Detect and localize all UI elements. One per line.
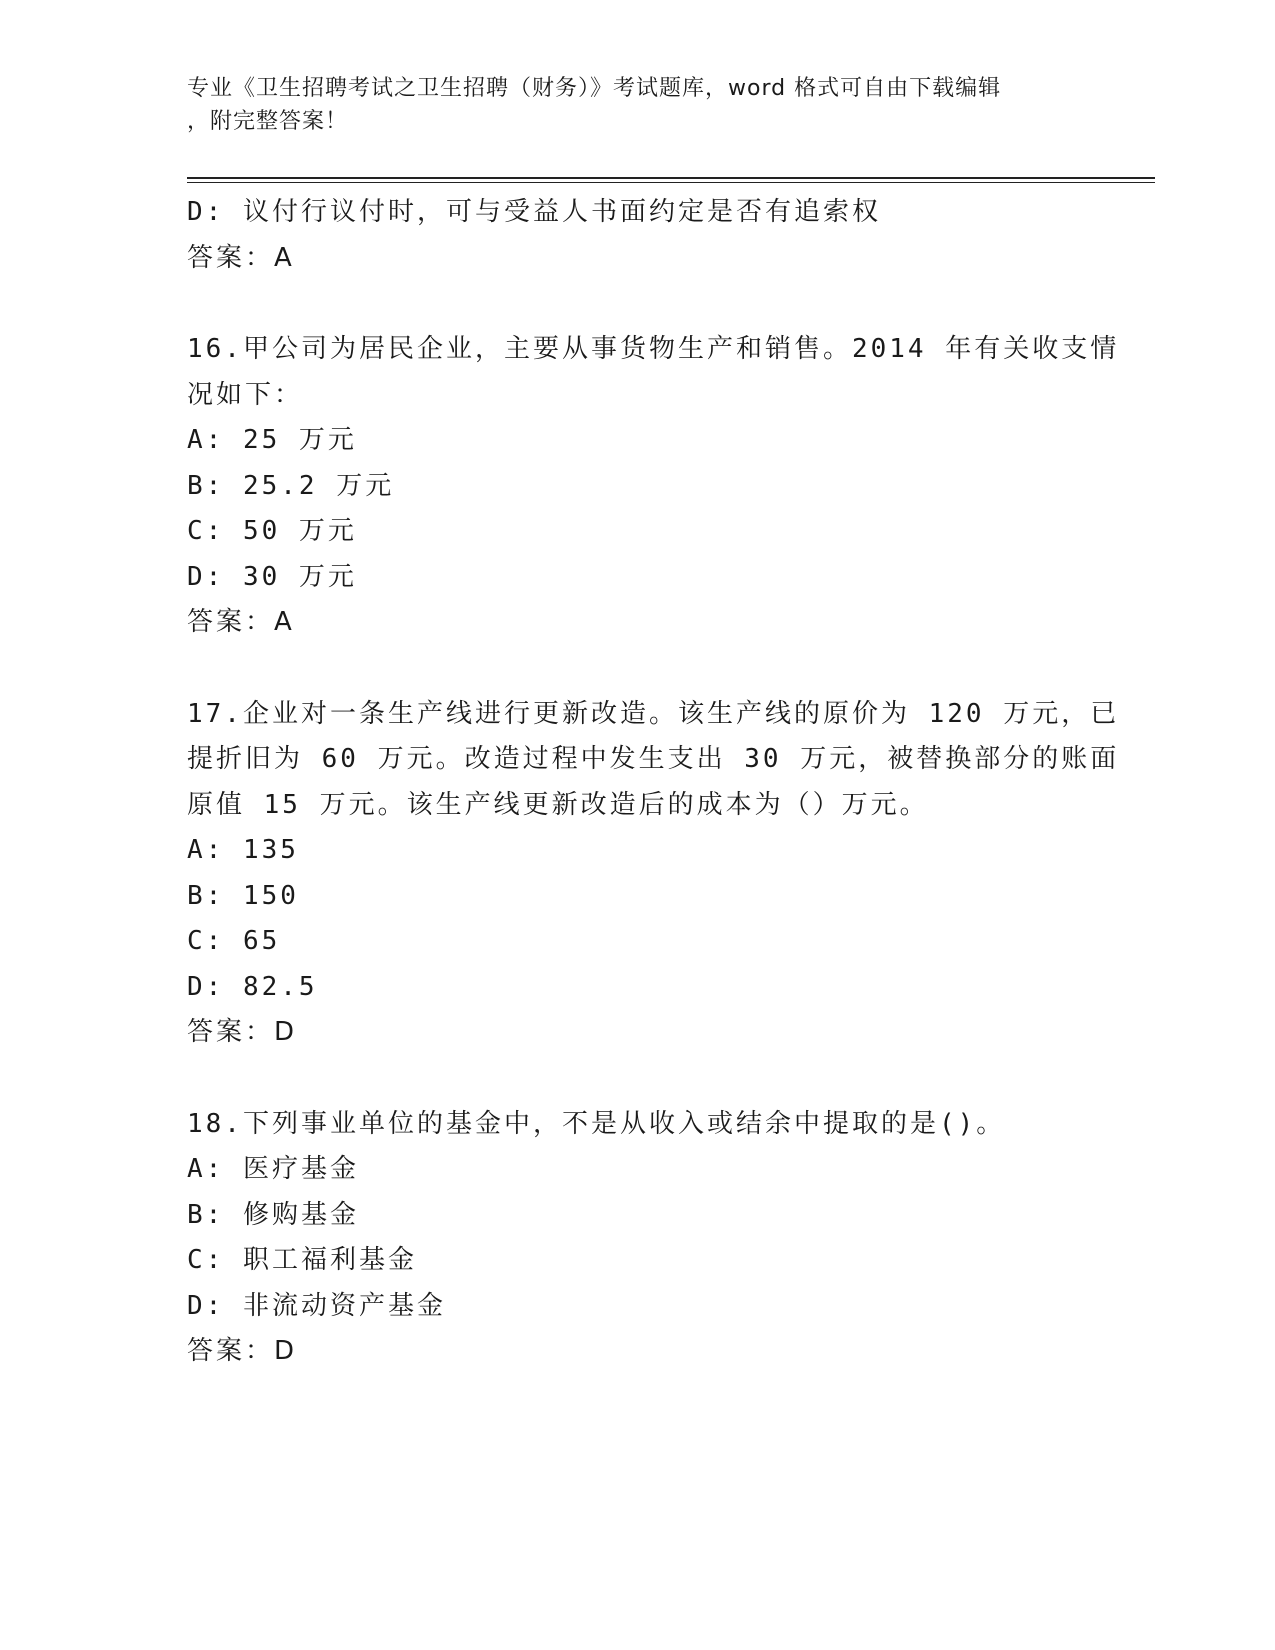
question-stem: 17.企业对一条生产线进行更新改造。该生产线的原价为 120 万元，已 [187,698,1120,729]
option-b: B: 25.2 万元 [187,470,395,501]
option-d: D: 议付行议付时，可与受益人书面约定是否有追索权 [187,197,881,227]
question-stem: 16.甲公司为居民企业，主要从事货物生产和销售。2014 年有关收支情 [187,334,1120,364]
option-c: C: 65 [187,926,281,956]
question-15-tail [187,190,1087,281]
question-18 [187,1102,1087,1375]
option-b: B: 150 [187,880,299,911]
option-c: C: 50 万元 [187,516,357,546]
answer-line: 答案：D [187,1017,298,1047]
header-line-1: 专业《卫生招聘考试之卫生招聘（财务）》考试题库，word 格式可自由下载编辑 [187,76,1002,101]
header-divider-thin [187,182,1155,183]
spacer [187,281,1087,327]
question-stem-cont: 提折旧为 60 万元。改造过程中发生支出 30 万元，被替换部分的账面 [187,744,1120,774]
option-c: C: 职工福利基金 [187,1245,417,1275]
document-body [187,190,1120,1375]
option-a: A: 25 万元 [187,425,357,455]
header-divider-thick [187,177,1155,179]
page-header [187,72,1087,138]
answer-line: 答案：A [187,242,295,273]
question-17 [187,692,1120,1056]
spacer [187,646,1087,692]
header-line-2: ，附完整答案！ [187,109,349,134]
option-a: A: 医疗基金 [187,1154,359,1184]
answer-line: 答案：A [187,607,295,637]
option-b: B: 修购基金 [187,1199,359,1230]
answer-line: 答案：D [187,1336,298,1366]
question-stem-cont: 原值 15 万元。该生产线更新改造后的成本为（）万元。 [187,789,929,820]
option-d: D: 30 万元 [187,561,357,592]
spacer [187,1056,1087,1102]
question-16 [187,327,1120,646]
question-stem: 18.下列事业单位的基金中，不是从收入或结余中提取的是()。 [187,1108,1006,1139]
option-a: A: 135 [187,835,299,865]
option-d: D: 82.5 [187,971,318,1002]
option-d: D: 非流动资产基金 [187,1290,446,1321]
question-stem-cont: 况如下： [187,379,304,410]
